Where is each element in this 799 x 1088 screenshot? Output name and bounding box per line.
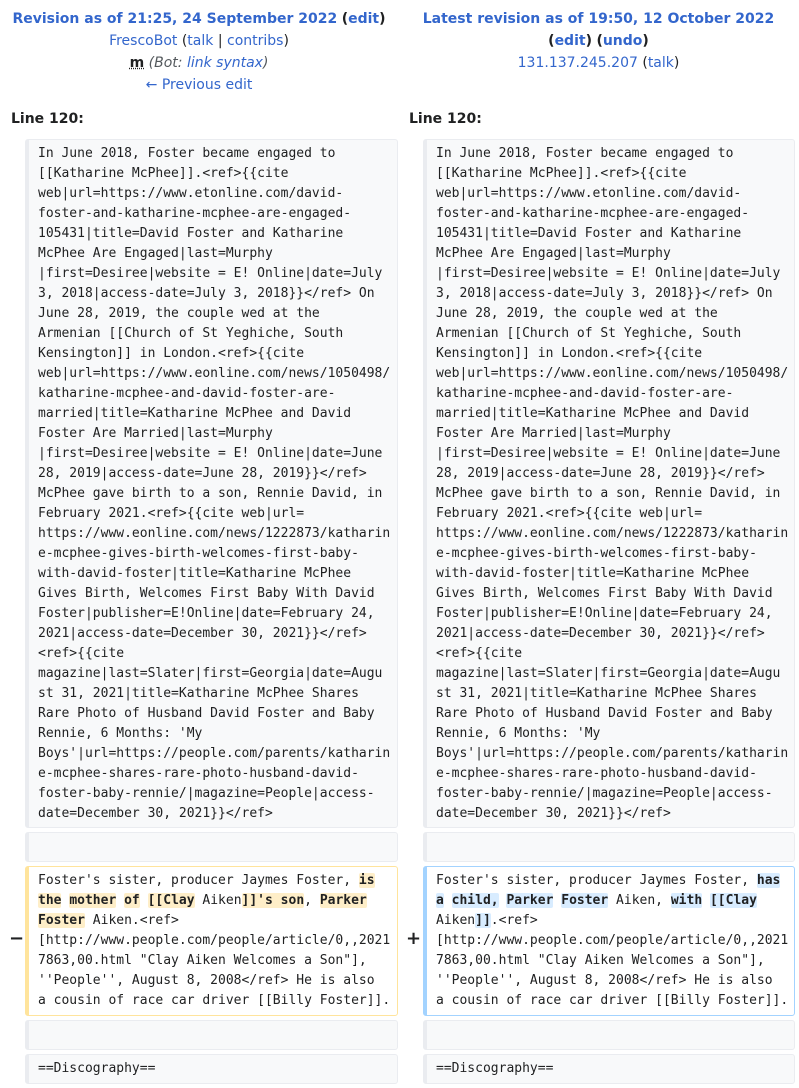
- diff-text-line: In June 2018, Foster became engaged to: [436, 146, 734, 161]
- unchanged-text: [140, 893, 148, 908]
- diff-text-line: Boys'|url=https://people.com/parents/katharin: [436, 746, 789, 761]
- diff-text-line: Kensington]] in London.<ref>{{cite: [38, 346, 305, 361]
- unchanged-text: [116, 893, 124, 908]
- unchanged-text: Aiken.<ref>: [84, 913, 179, 928]
- unchanged-text: .<ref>: [490, 913, 538, 928]
- added-line-marker: +: [406, 928, 422, 949]
- diff-text-line: [[Katharine McPhee]].<ref>{{cite: [436, 166, 687, 181]
- old-revision-talk-link[interactable]: talk: [187, 33, 214, 49]
- diff-text-line: with-david-foster|title=Katharine McPhee: [436, 566, 750, 581]
- diff-text-line: e-mcphee-shares-rare-photo-husband-david-: [436, 766, 757, 781]
- diff-text-line: foster-baby-rennie/|magazine=People|access-: [38, 786, 375, 801]
- diff-text-line: foster-and-katharine-mcphee-are-engaged-: [38, 206, 352, 221]
- unchanged-text: Aiken: [194, 893, 242, 908]
- diff-text-line: February 2021.<ref>{{cite web|url=: [436, 506, 703, 521]
- diff-text-line: [436, 911, 788, 931]
- diff-text-line: [436, 891, 788, 911]
- diff-text-line: foster-baby-rennie/|magazine=People|access-: [436, 786, 773, 801]
- empty-context-cell-new: [423, 832, 795, 862]
- highlighted-change: Foster: [561, 893, 609, 908]
- diff-text-line: June 28, 2019, the couple wed at the: [38, 306, 320, 321]
- diff-text-line: Rennie, 6 Months: 'My: [436, 726, 601, 741]
- diff-text-line: 28, 2019|access-date=June 28, 2019}}</ref>: [38, 466, 367, 481]
- highlighted-change: ]]'s son: [241, 893, 305, 908]
- highlighted-change: with: [670, 893, 703, 908]
- unchanged-text: Aiken: [436, 913, 476, 928]
- highlighted-change: of: [124, 893, 140, 908]
- diff-text-line: magazine|last=Slater|first=Georgia|date=Augu: [436, 666, 781, 681]
- diff-text-line: 105431|title=David Foster and Katharine: [38, 226, 344, 241]
- highlighted-change: ]]: [475, 913, 491, 928]
- edit-summary-link[interactable]: link syntax: [186, 55, 263, 71]
- diff-text-line: [38, 931, 390, 951]
- diff-text-line: web|url=https://www.eonline.com/news/1050498/: [38, 366, 391, 381]
- diff-text-line: [436, 971, 788, 991]
- highlighted-change: is: [358, 873, 375, 888]
- diff-text-line: February 2021.<ref>{{cite web|url=: [38, 506, 305, 521]
- new-revision-header: Latest revision as of 19:50, 12 October 2022 (edit) (undo) 131.137.245.207 (talk): [422, 11, 775, 71]
- added-cell: [423, 866, 795, 1016]
- diff-text-line: [38, 991, 390, 1011]
- unchanged-text: [http://www.people.com/people/article/0,,2021: [436, 933, 789, 948]
- diff-text-line: Rare Photo of Husband David Foster and Baby: [38, 706, 375, 721]
- discography-text-old: ==Discography==: [38, 1061, 156, 1076]
- diff-text-line: 2021|access-date=December 30, 2021}}</ref>: [436, 626, 765, 641]
- unchanged-text: [http://www.people.com/people/article/0,,2021: [38, 933, 391, 948]
- diff-text-line: McPhee Are Engaged|last=Murphy: [38, 246, 273, 261]
- deleted-cell: [25, 866, 398, 1016]
- context-text-new: [436, 144, 788, 824]
- diff-text-line: web|url=https://www.eonline.com/news/1050498/: [436, 366, 789, 381]
- diff-text-line: Gives Birth, Welcomes First Baby With David: [436, 586, 773, 601]
- previous-edit-link[interactable]: ← Previous edit: [145, 77, 253, 93]
- diff-text-line: foster-and-katharine-mcphee-are-engaged-: [436, 206, 750, 221]
- empty-context-cell-old: [25, 832, 398, 862]
- diff-text-line: Rare Photo of Husband David Foster and Baby: [436, 706, 773, 721]
- unchanged-text: ,: [304, 893, 320, 908]
- diff-text-line: Kensington]] in London.<ref>{{cite: [436, 346, 703, 361]
- diff-text-line: e-mcphee-gives-birth-welcomes-first-baby-: [436, 546, 757, 561]
- empty-context-cell-old-2: [25, 1020, 398, 1050]
- highlighted-change: the: [38, 893, 62, 908]
- diff-text-line: Rennie, 6 Months: 'My: [38, 726, 203, 741]
- diff-text-line: [38, 891, 390, 911]
- unchanged-text: 7863,00.html "Clay Aiken Welcomes a Son"],: [436, 953, 765, 968]
- deleted-line-marker: −: [9, 928, 25, 949]
- old-revision-header: Revision as of 21:25, 24 September 2022 (edit) FrescoBot (talk | contribs) m (Bot: link syntax) ← Previous edit: [12, 11, 386, 93]
- diff-text-line: [436, 931, 788, 951]
- diff-text-line: web|url=https://www.etonline.com/david-: [38, 186, 344, 201]
- diff-text-line: <ref>{{cite: [38, 646, 125, 661]
- added-text: [436, 871, 788, 1011]
- highlighted-change: [[Clay: [147, 893, 195, 908]
- diff-text-line: date=December 30, 2021}}</ref>: [38, 806, 273, 821]
- diff-text-line: web|url=https://www.etonline.com/david-: [436, 186, 742, 201]
- unchanged-text: ''People'', August 8, 2008</ref> He is also: [38, 973, 375, 988]
- diff-text-line: magazine|last=Slater|first=Georgia|date=Augu: [38, 666, 383, 681]
- edit-summary: (Bot: link syntax): [148, 55, 269, 71]
- highlighted-change: mother: [69, 893, 117, 908]
- diff-text-line: st 31, 2021|title=Katharine McPhee Shares: [436, 686, 757, 701]
- minor-edit-marker: m: [129, 55, 145, 71]
- highlighted-change: [[Clay: [709, 893, 757, 908]
- diff-text-line: https://www.eonline.com/news/1222873/katharin: [38, 526, 391, 541]
- highlighted-change: Foster: [38, 913, 85, 928]
- unchanged-text: [702, 893, 710, 908]
- diff-text-line: McPhee gave birth to a son, Rennie David, in: [436, 486, 781, 501]
- diff-text-line: Foster Are Married|last=Murphy: [38, 426, 273, 441]
- diff-text-line: |first=Desiree|website = E! Online|date=June: [436, 446, 781, 461]
- diff-text-line: st 31, 2021|title=Katharine McPhee Shares: [38, 686, 359, 701]
- unchanged-text: [444, 893, 452, 908]
- new-line-number: Line 120:: [409, 111, 482, 127]
- old-revision-contribs-link[interactable]: contribs: [227, 33, 284, 49]
- context-text-old: [38, 144, 390, 824]
- diff-text-line: [436, 991, 788, 1011]
- diff-text-line: 28, 2019|access-date=June 28, 2019}}</ref>: [436, 466, 765, 481]
- diff-text-line: 3, 2018|access-date=July 3, 2018}}</ref> On: [38, 286, 375, 301]
- context-cell-new: [423, 139, 795, 828]
- diff-text-line: date=December 30, 2021}}</ref>: [436, 806, 671, 821]
- diff-text-line: Armenian [[Church of St Yeghiche, South: [436, 326, 742, 341]
- unchanged-text: a cousin of race car driver [[Billy Foster]].: [38, 993, 391, 1008]
- unchanged-text: ''People'', August 8, 2008</ref> He is also: [436, 973, 773, 988]
- unchanged-text: Foster's sister, producer Jaymes Foster,: [436, 873, 757, 888]
- highlighted-change: Parker: [319, 893, 367, 908]
- unchanged-text: 7863,00.html "Clay Aiken Welcomes a Son"],: [38, 953, 367, 968]
- discography-cell-new: [423, 1054, 795, 1084]
- highlighted-change: has: [756, 873, 781, 888]
- diff-text-line: katharine-mcphee-and-david-foster-are-: [38, 386, 336, 401]
- unchanged-text: Foster's sister, producer Jaymes Foster,: [38, 873, 359, 888]
- diff-text-line: katharine-mcphee-and-david-foster-are-: [436, 386, 734, 401]
- diff-text-line: Gives Birth, Welcomes First Baby With David: [38, 586, 375, 601]
- diff-text-line: e-mcphee-gives-birth-welcomes-first-baby-: [38, 546, 359, 561]
- old-revision-title-link[interactable]: Revision as of 21:25, 24 September 2022: [12, 11, 338, 27]
- diff-text-line: McPhee gave birth to a son, Rennie David, in: [38, 486, 383, 501]
- diff-text-line: [38, 871, 390, 891]
- empty-context-cell-new-2: [423, 1020, 795, 1050]
- diff-text-line: [38, 971, 390, 991]
- unchanged-text: Aiken,: [608, 893, 671, 908]
- old-revision-edit-link[interactable]: edit: [348, 11, 380, 27]
- diff-text-line: Foster Are Married|last=Murphy: [436, 426, 671, 441]
- new-revision-title-link[interactable]: Latest revision as of 19:50, 12 October 2022: [422, 11, 775, 27]
- diff-text-line: McPhee Are Engaged|last=Murphy: [436, 246, 671, 261]
- diff-text-line: 3, 2018|access-date=July 3, 2018}}</ref> On: [436, 286, 773, 301]
- old-line-number: Line 120:: [11, 111, 84, 127]
- context-cell-old: [25, 139, 398, 828]
- diff-text-line: June 28, 2019, the couple wed at the: [436, 306, 718, 321]
- new-revision-user-link[interactable]: 131.137.245.207: [517, 55, 638, 71]
- discography-text-new: ==Discography==: [436, 1061, 554, 1076]
- diff-text-line: [436, 871, 788, 891]
- new-revision-edit-link[interactable]: edit: [554, 33, 586, 49]
- diff-text-line: e-mcphee-shares-rare-photo-husband-david-: [38, 766, 359, 781]
- highlighted-change: child,: [451, 893, 499, 908]
- diff-text-line: 105431|title=David Foster and Katharine: [436, 226, 742, 241]
- unchanged-text: a cousin of race car driver [[Billy Foster]].: [436, 993, 789, 1008]
- diff-text-line: Foster|publisher=E!Online|date=February 24,: [38, 606, 375, 621]
- diff-text-line: [38, 911, 390, 931]
- diff-text-line: married|title=Katharine McPhee and David: [38, 406, 352, 421]
- diff-text-line: [436, 951, 788, 971]
- diff-text-line: |first=Desiree|website = E! Online|date=July: [38, 266, 383, 281]
- diff-text-line: Foster|publisher=E!Online|date=February 24,: [436, 606, 773, 621]
- old-revision-user-link[interactable]: FrescoBot: [109, 33, 178, 49]
- deleted-text: [38, 871, 390, 1011]
- diff-text-line: In June 2018, Foster became engaged to: [38, 146, 336, 161]
- diff-text-line: 2021|access-date=December 30, 2021}}</ref>: [38, 626, 367, 641]
- diff-text-line: Armenian [[Church of St Yeghiche, South: [38, 326, 344, 341]
- diff-text-line: married|title=Katharine McPhee and David: [436, 406, 750, 421]
- undo-link[interactable]: undo: [602, 33, 643, 49]
- diff-text-line: https://www.eonline.com/news/1222873/katharin: [436, 526, 789, 541]
- diff-text-line: |first=Desiree|website = E! Online|date=July: [436, 266, 781, 281]
- highlighted-change: a: [436, 893, 444, 908]
- diff-text-line: Boys'|url=https://people.com/parents/katharin: [38, 746, 391, 761]
- diff-text-line: with-david-foster|title=Katharine McPhee: [38, 566, 352, 581]
- diff-text-line: |first=Desiree|website = E! Online|date=June: [38, 446, 383, 461]
- discography-cell-old: [25, 1054, 398, 1084]
- diff-text-line: [[Katharine McPhee]].<ref>{{cite: [38, 166, 289, 181]
- diff-text-line: <ref>{{cite: [436, 646, 523, 661]
- highlighted-change: Parker: [506, 893, 554, 908]
- diff-text-line: [38, 951, 390, 971]
- new-revision-talk-link[interactable]: talk: [647, 55, 674, 71]
